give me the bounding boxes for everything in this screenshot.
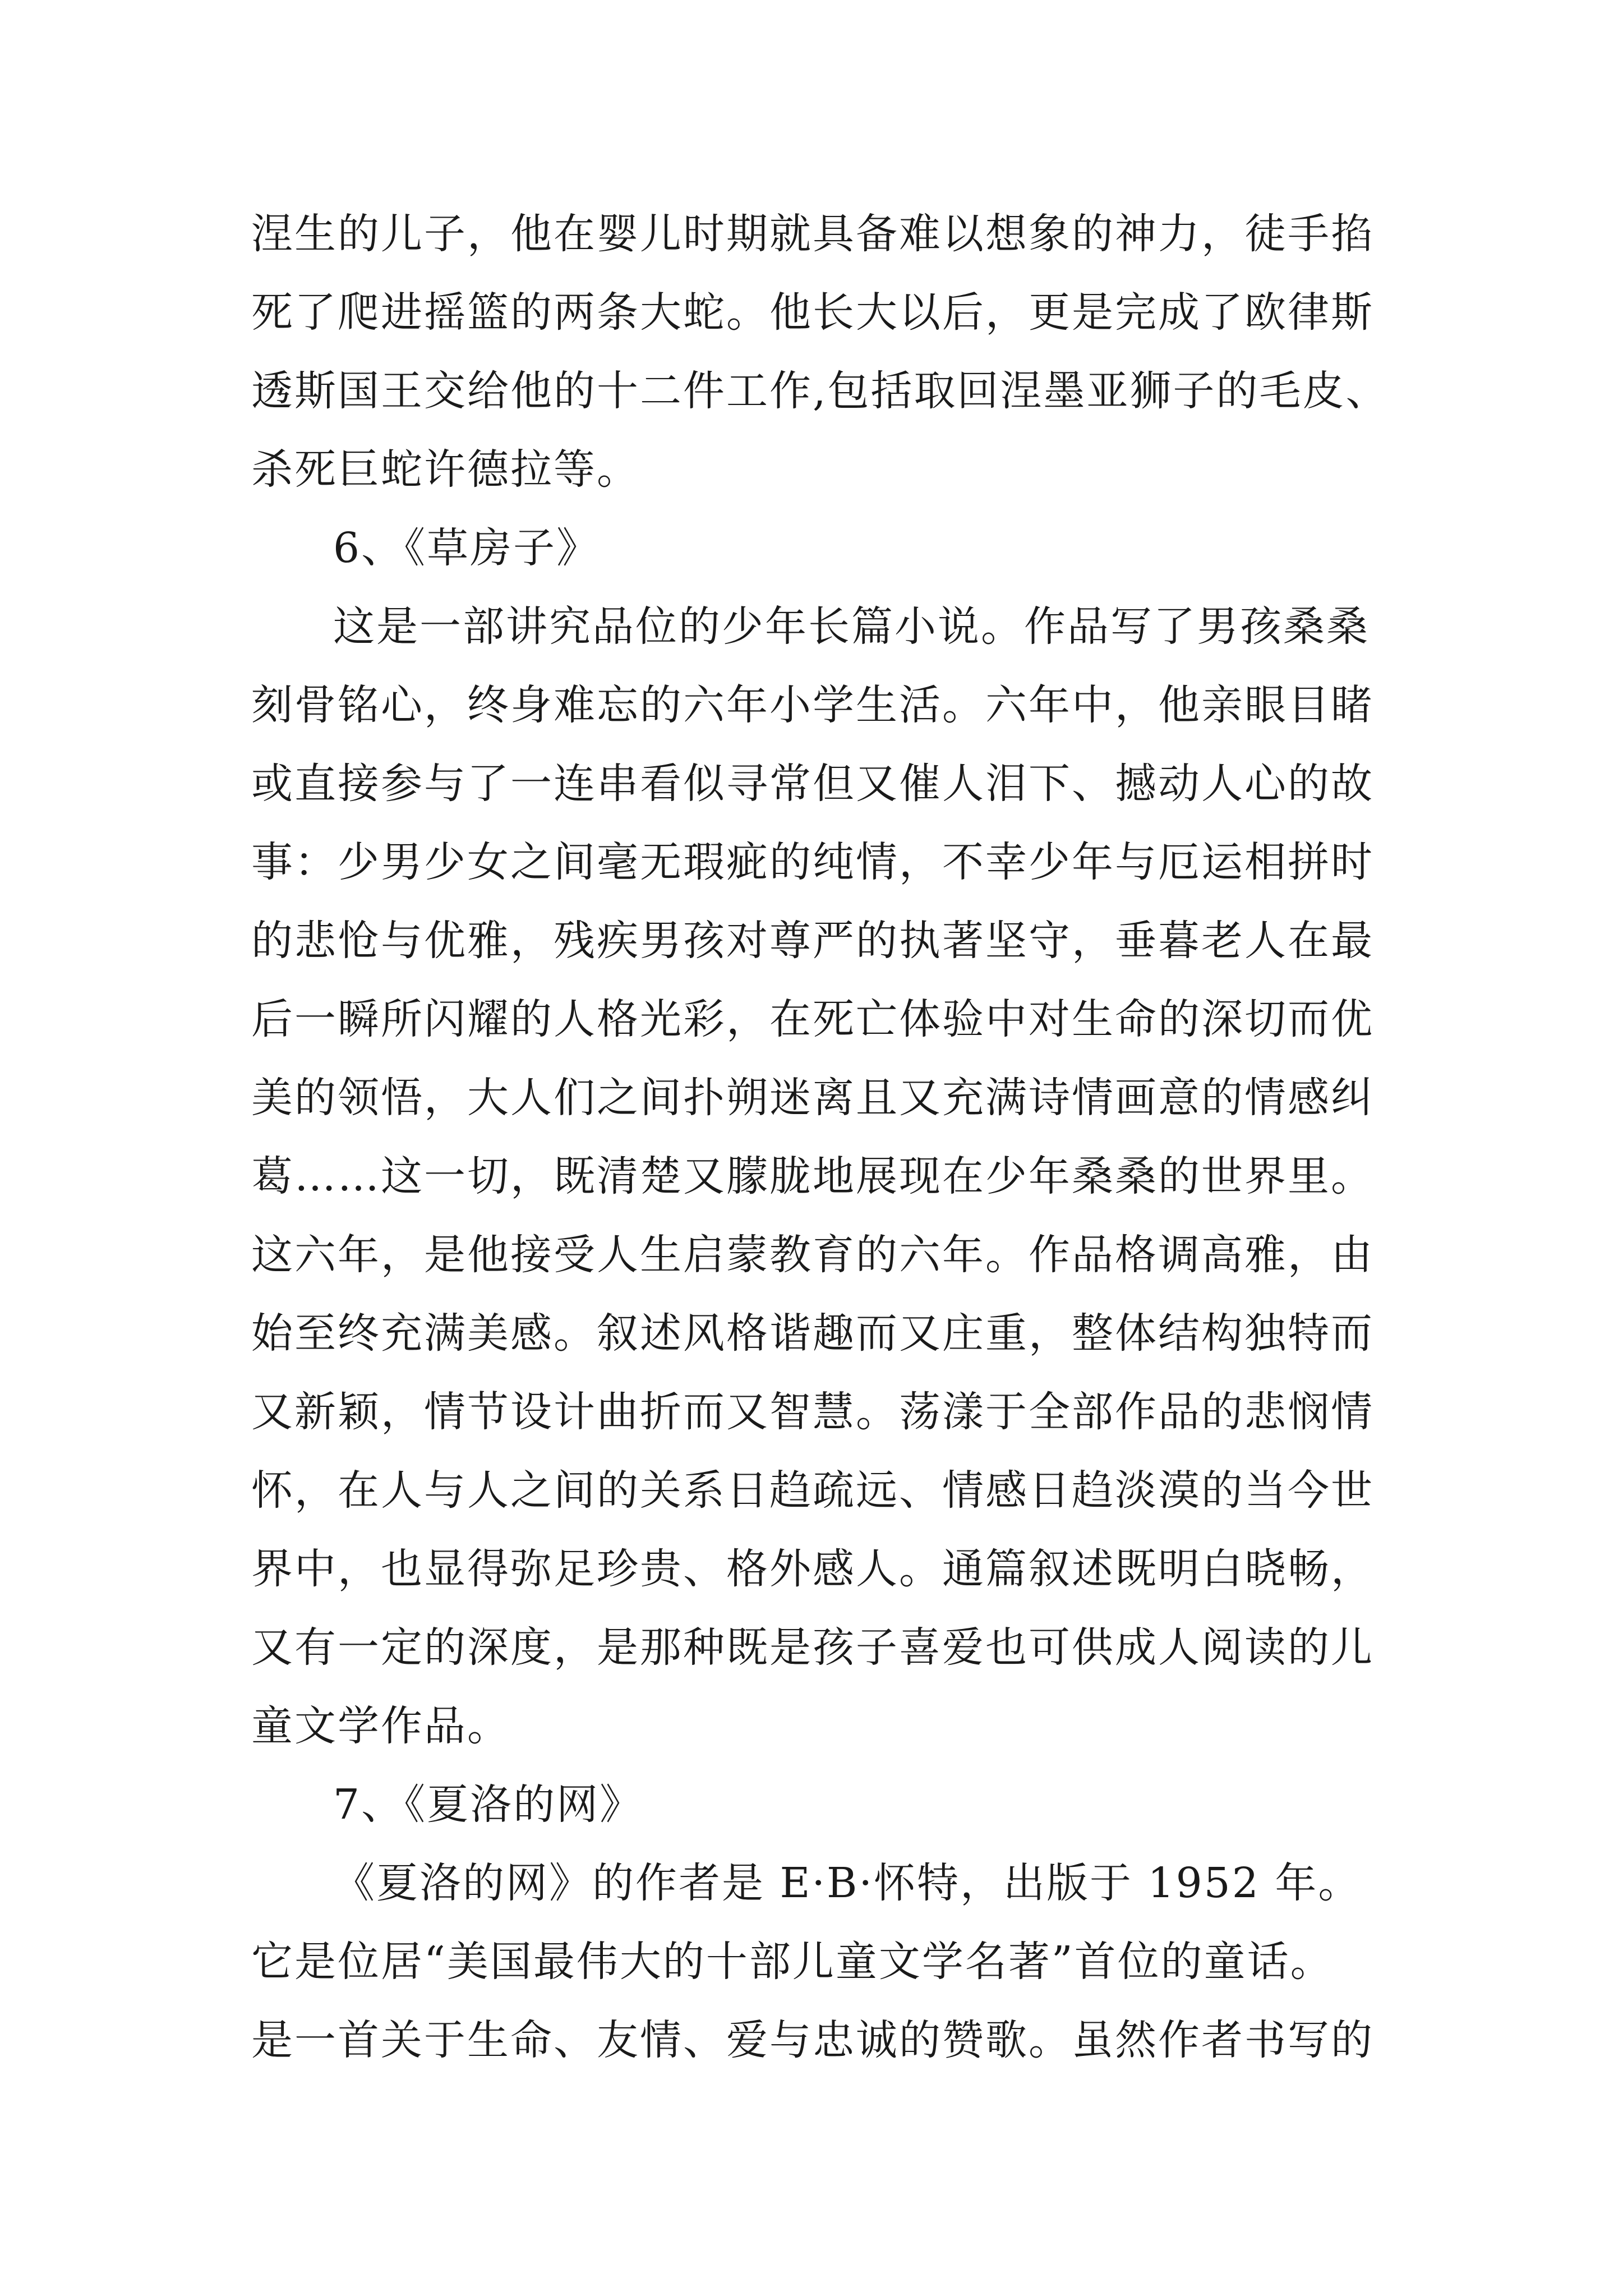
body-text-line: 刻骨铭心，终身难忘的六年小学生活。六年中，他亲眼目睹 xyxy=(251,681,1374,729)
body-text-line: 它是位居“美国最伟大的十部儿童文学名著”首位的童话。 xyxy=(251,1938,1334,1986)
body-text-line: 涅生的儿子，他在婴儿时期就具备难以想象的神力，徒手掐 xyxy=(251,210,1374,258)
body-text-line: 童文学作品。 xyxy=(251,1702,510,1750)
body-text-line: 死了爬进摇篮的两条大蛇。他长大以后，更是完成了欧律斯 xyxy=(251,288,1374,337)
body-text-line: 怀，在人与人之间的关系日趋疏远、情感日趋淡漠的当今世 xyxy=(251,1466,1374,1515)
body-text-line: 事：少男少女之间毫无瑕疵的纯情，不幸少年与厄运相拼时 xyxy=(251,838,1374,886)
body-text-line: 始至终充满美感。叙述风格谐趣而又庄重，整体结构独特而 xyxy=(251,1309,1374,1358)
body-text-line: 后一瞬所闪耀的人格光彩，在死亡体验中对生命的深切而优 xyxy=(251,995,1374,1043)
body-text-line: 美的领悟，大人们之间扑朔迷离且又充满诗情画意的情感纠 xyxy=(251,1074,1374,1122)
body-text-line: 《夏洛的网》的作者是 E·B·怀特，出版于 1952 年。 xyxy=(333,1859,1362,1907)
body-text-line: 的悲怆与优雅，残疾男孩对尊严的执著坚守，垂暮老人在最 xyxy=(251,917,1374,965)
body-text-line: 界中，也显得弥足珍贵、格外感人。通篇叙述既明白晓畅， xyxy=(251,1545,1374,1593)
body-text-line: 这是一部讲究品位的少年长篇小说。作品写了男孩桑桑 xyxy=(333,602,1370,651)
body-text-line: 透斯国王交给他的十二件工作,包括取回涅墨亚狮子的毛皮、 xyxy=(251,367,1389,415)
body-text-line: 杀死巨蛇许德拉等。 xyxy=(251,445,640,494)
section-heading: 6、《草房子》 xyxy=(333,524,600,572)
body-text-line: 是一首关于生命、友情、爱与忠诚的赞歌。虽然作者书写的 xyxy=(251,2016,1374,2064)
body-text-line: 葛……这一切，既清楚又朦胧地展现在少年桑桑的世界里。 xyxy=(251,1152,1374,1200)
section-heading: 7、《夏洛的网》 xyxy=(333,1780,643,1829)
body-text-line: 又有一定的深度，是那种既是孩子喜爱也可供成人阅读的儿 xyxy=(251,1623,1374,1672)
body-text-line: 这六年，是他接受人生启蒙教育的六年。作品格调高雅，由 xyxy=(251,1231,1374,1279)
body-text-line: 或直接参与了一连串看似寻常但又催人泪下、撼动人心的故 xyxy=(251,760,1374,808)
body-text-line: 又新颖，情节设计曲折而又智慧。荡漾于全部作品的悲悯情 xyxy=(251,1388,1374,1436)
